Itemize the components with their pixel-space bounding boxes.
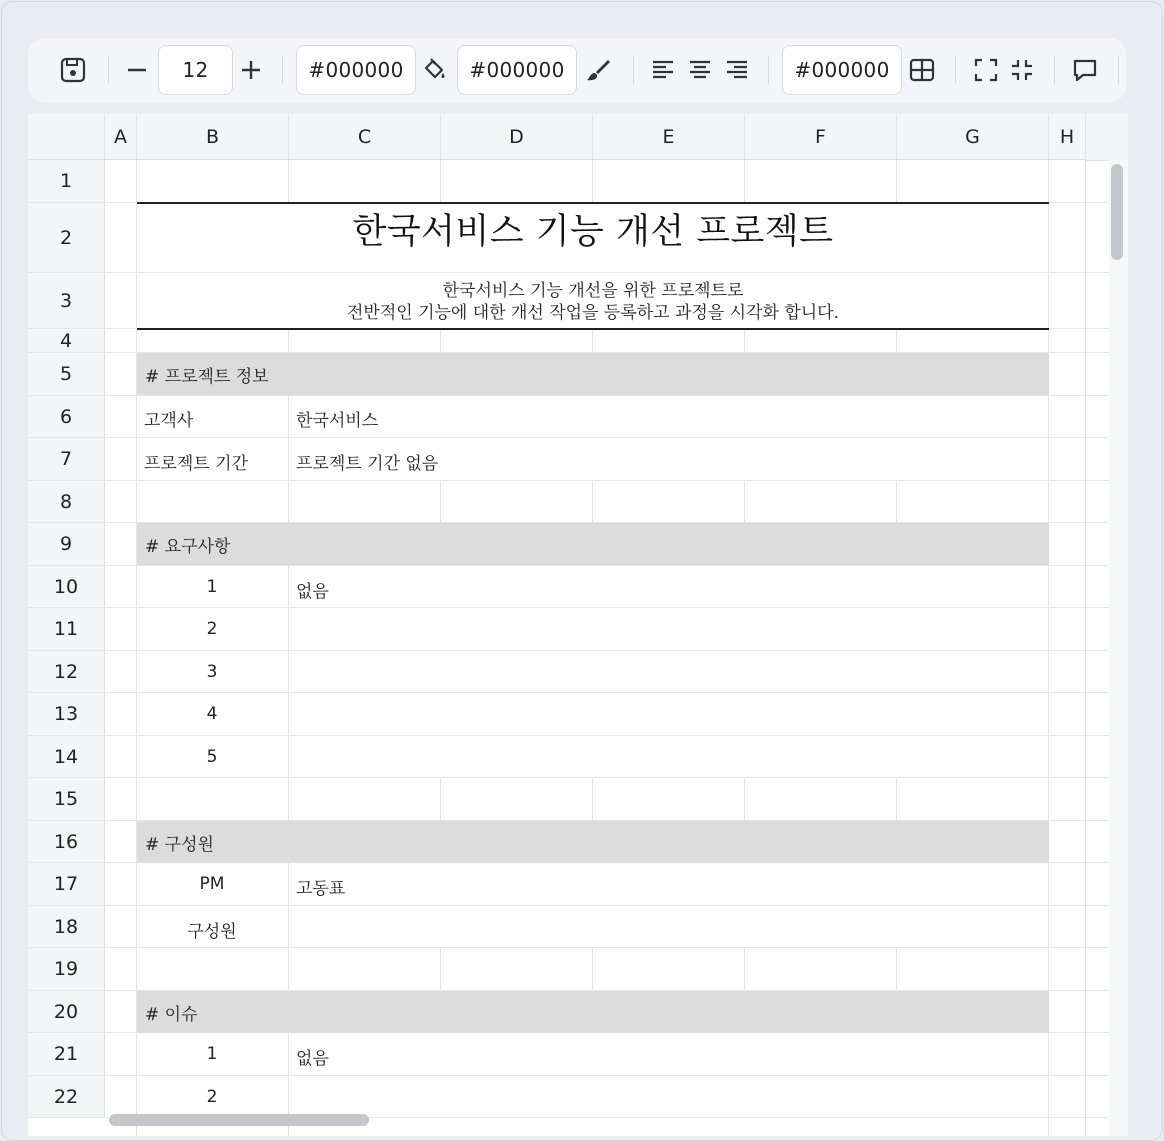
row-header-21[interactable]: 21 (28, 1033, 105, 1076)
horizontal-scrollbar-thumb[interactable] (109, 1114, 369, 1126)
row-header-13[interactable]: 13 (28, 693, 105, 736)
border-color-input[interactable]: #000000 (782, 45, 902, 95)
row-header-18[interactable]: 18 (28, 906, 105, 948)
row-header-20[interactable]: 20 (28, 991, 105, 1033)
section-requirements[interactable]: # 요구사항 (137, 523, 1049, 565)
row-header-16[interactable]: 16 (28, 821, 105, 863)
row-header-3[interactable]: 3 (28, 273, 105, 329)
row-header-11[interactable]: 11 (28, 608, 105, 651)
spreadsheet-window (1, 1, 1163, 1141)
vertical-scrollbar-track[interactable] (1109, 160, 1128, 1136)
section-members[interactable]: # 구성원 (137, 821, 1049, 863)
vertical-scrollbar-thumb[interactable] (1111, 164, 1123, 260)
align-center-icon[interactable] (682, 52, 718, 88)
row-header-10[interactable]: 10 (28, 566, 105, 608)
merge-cells-icon[interactable] (968, 52, 1004, 88)
issue-text-cell[interactable]: 없음 (296, 1049, 329, 1069)
row-header-7[interactable]: 7 (28, 438, 105, 481)
row-header-6[interactable]: 6 (28, 396, 105, 438)
brush-icon[interactable] (580, 52, 616, 88)
sheet-title[interactable]: 한국서비스 기능 개선 프로젝트 (352, 212, 834, 252)
increase-font-size-button[interactable] (233, 52, 269, 88)
sheet-grid[interactable] (28, 114, 1128, 1136)
row-header-12[interactable]: 12 (28, 651, 105, 693)
issue-no-cell[interactable]: 1 (206, 1044, 218, 1064)
client-value-cell[interactable]: 한국서비스 (296, 411, 379, 431)
align-left-icon[interactable] (645, 52, 681, 88)
sheet-description[interactable] (137, 280, 1049, 324)
column-header-e[interactable]: E (593, 114, 745, 160)
toolbar (28, 38, 1126, 102)
column-header-g[interactable]: G (897, 114, 1049, 160)
row-header-5[interactable]: 5 (28, 353, 105, 396)
column-header-a[interactable]: A (105, 114, 137, 160)
requirement-no-cell[interactable]: 3 (206, 662, 218, 682)
row-header-8[interactable]: 8 (28, 481, 105, 523)
members-label-cell[interactable]: 구성원 (187, 922, 237, 942)
row-header-1[interactable]: 1 (28, 160, 105, 203)
requirement-text-cell[interactable]: 없음 (296, 582, 329, 602)
unmerge-cells-icon[interactable] (1004, 52, 1040, 88)
row-header-19[interactable]: 19 (28, 948, 105, 991)
section-project-info[interactable]: # 프로젝트 정보 (137, 353, 1049, 395)
row-header-17[interactable]: 17 (28, 863, 105, 906)
requirement-no-cell[interactable]: 5 (206, 747, 218, 767)
description-line-2: 전반적인 기능에 대한 개선 작업을 등록하고 과정을 시각화 합니다. (346, 303, 840, 323)
row-header-14[interactable]: 14 (28, 736, 105, 778)
fill-color-input[interactable]: #000000 (457, 45, 577, 95)
column-header-h[interactable]: H (1049, 114, 1086, 160)
align-right-icon[interactable] (719, 52, 755, 88)
column-header-b[interactable]: B (137, 114, 289, 160)
row-header-9[interactable]: 9 (28, 523, 105, 566)
issue-no-cell[interactable]: 2 (206, 1087, 218, 1107)
row-header-2[interactable]: 2 (28, 203, 105, 273)
pm-label-cell[interactable]: PM (199, 874, 225, 894)
column-header-c[interactable]: C (289, 114, 441, 160)
description-line-1: 한국서비스 기능 개선을 위한 프로젝트로 (442, 281, 744, 301)
title-bottom-border (137, 328, 1049, 330)
row-header-4[interactable]: 4 (28, 329, 105, 353)
row-header-15[interactable]: 15 (28, 778, 105, 821)
column-header-f[interactable]: F (745, 114, 897, 160)
requirement-no-cell[interactable]: 1 (206, 577, 218, 597)
requirement-no-cell[interactable]: 4 (206, 704, 218, 724)
border-grid-icon[interactable] (904, 52, 940, 88)
row-header-22[interactable]: 22 (28, 1076, 105, 1118)
save-icon[interactable] (55, 52, 91, 88)
comment-icon[interactable] (1067, 52, 1103, 88)
client-label-cell[interactable]: 고객사 (144, 411, 194, 431)
decrease-font-size-button[interactable] (119, 52, 155, 88)
fill-bucket-icon[interactable] (416, 52, 452, 88)
select-all-corner[interactable] (28, 114, 105, 160)
text-color-input[interactable]: #000000 (296, 45, 416, 95)
period-value-cell[interactable]: 프로젝트 기간 없음 (296, 454, 439, 474)
pm-value-cell[interactable]: 고동표 (296, 879, 346, 899)
font-size-input[interactable]: 12 (158, 45, 233, 95)
requirement-no-cell[interactable]: 2 (206, 619, 218, 639)
period-label-cell[interactable]: 프로젝트 기간 (144, 454, 248, 474)
column-header-d[interactable]: D (441, 114, 593, 160)
section-issues[interactable]: # 이슈 (137, 991, 1049, 1033)
